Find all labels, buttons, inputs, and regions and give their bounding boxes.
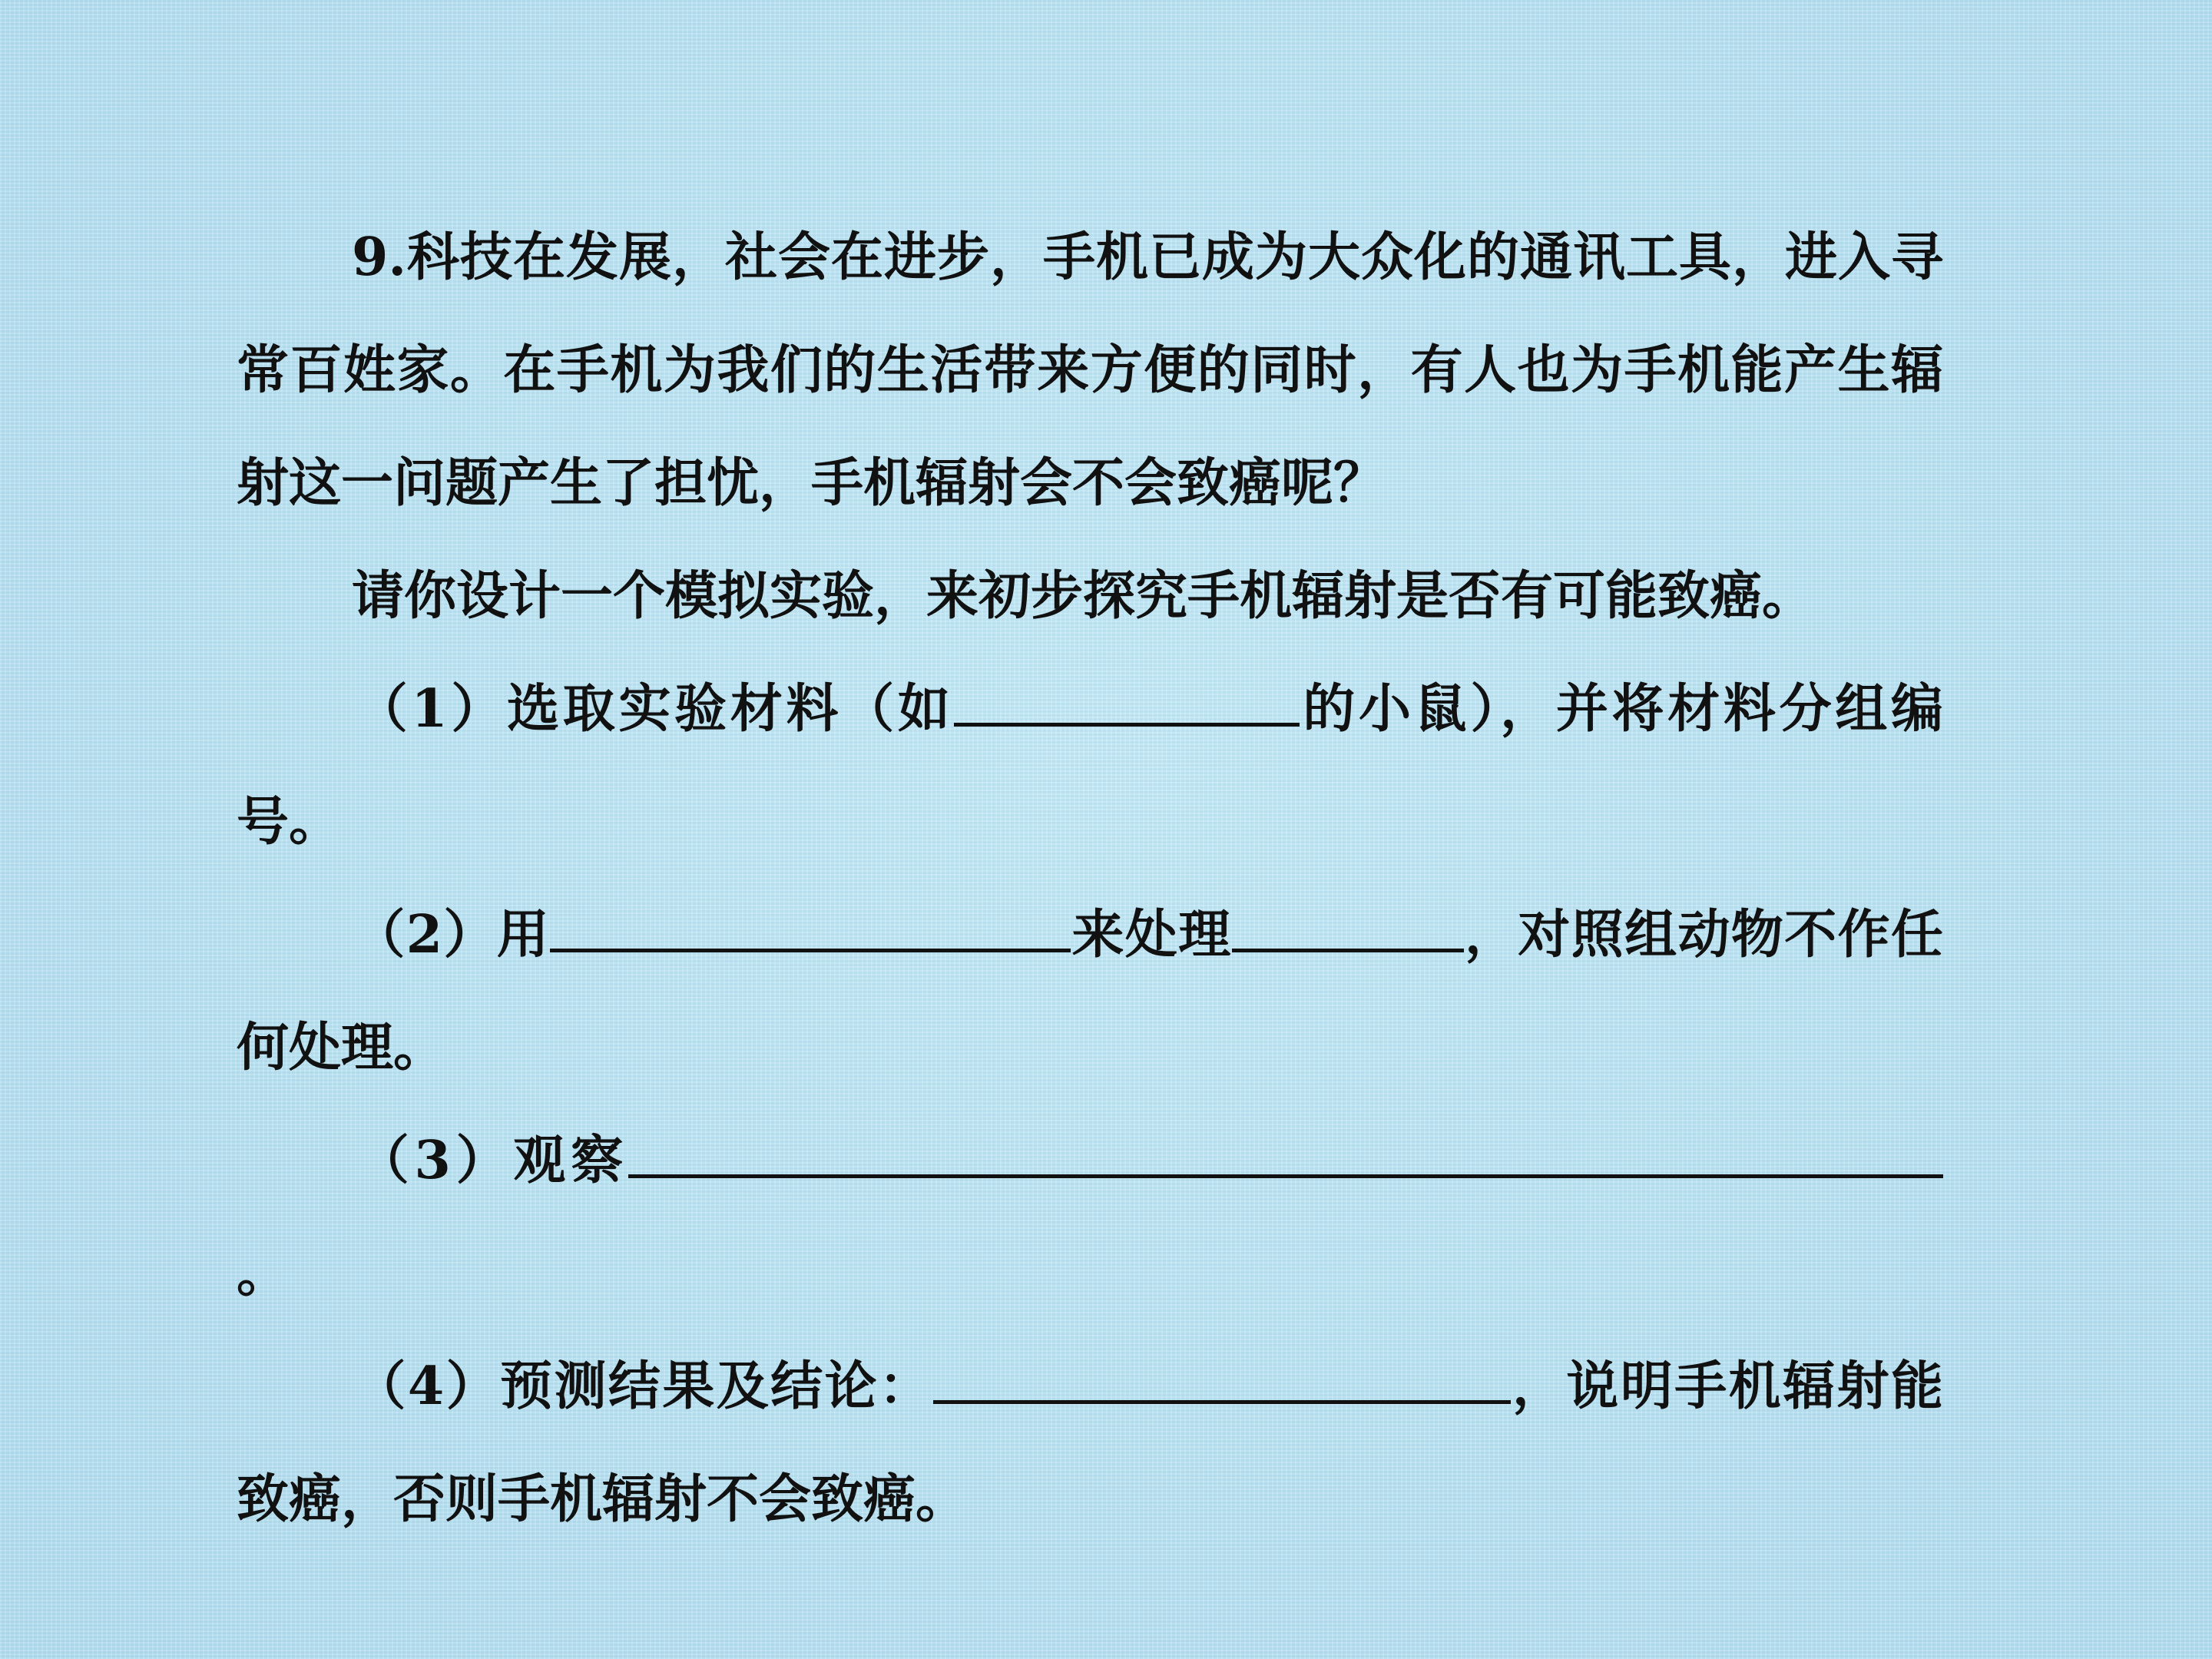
question-content xyxy=(237,201,1943,1556)
step-4-paragraph xyxy=(237,1330,1943,1556)
task-text: 请你设计一个模拟实验，来初步探究手机辐射是否有可能致癌。 xyxy=(352,565,1815,627)
step-2-text-middle: 来处理 xyxy=(1071,904,1232,965)
step-2-text-before: （2）用 xyxy=(352,904,551,965)
question-intro-text: 9.科技在发展，社会在进步，手机已成为大众化的通讯工具，进入寻常百姓家。在手机为我们的生活带来方便的同时，有人也为手机能产生辐射这一问题产生了担忧，手机辐射会不会致癌呢？ xyxy=(237,227,1943,514)
step-3-text-before: （3）观察 xyxy=(352,1130,628,1191)
step-4-text-after: ，说明手机辐射能致癌，否则手机辐射不会致癌。 xyxy=(237,1356,1943,1530)
step-2-blank-method xyxy=(550,902,1071,952)
step-1-text-after: 的小鼠），并将材料分组编号。 xyxy=(237,678,1943,853)
question-intro-paragraph xyxy=(237,201,1943,540)
step-1-text-before: （1）选取实验材料（如 xyxy=(352,678,954,740)
step-1-blank xyxy=(954,677,1300,727)
step-4-blank xyxy=(933,1354,1511,1404)
step-3-paragraph xyxy=(237,1104,1943,1330)
step-1-paragraph xyxy=(237,653,1943,879)
step-2-text-after: ，对照组动物不作任何处理。 xyxy=(237,904,1943,1078)
step-2-paragraph xyxy=(237,879,1943,1104)
step-3-text-after: 。 xyxy=(237,1243,290,1304)
step-4-text-before: （4）预测结果及结论： xyxy=(352,1356,933,1417)
task-paragraph xyxy=(237,540,1943,653)
step-2-blank-group xyxy=(1232,902,1464,952)
step-3-blank xyxy=(628,1128,1943,1178)
